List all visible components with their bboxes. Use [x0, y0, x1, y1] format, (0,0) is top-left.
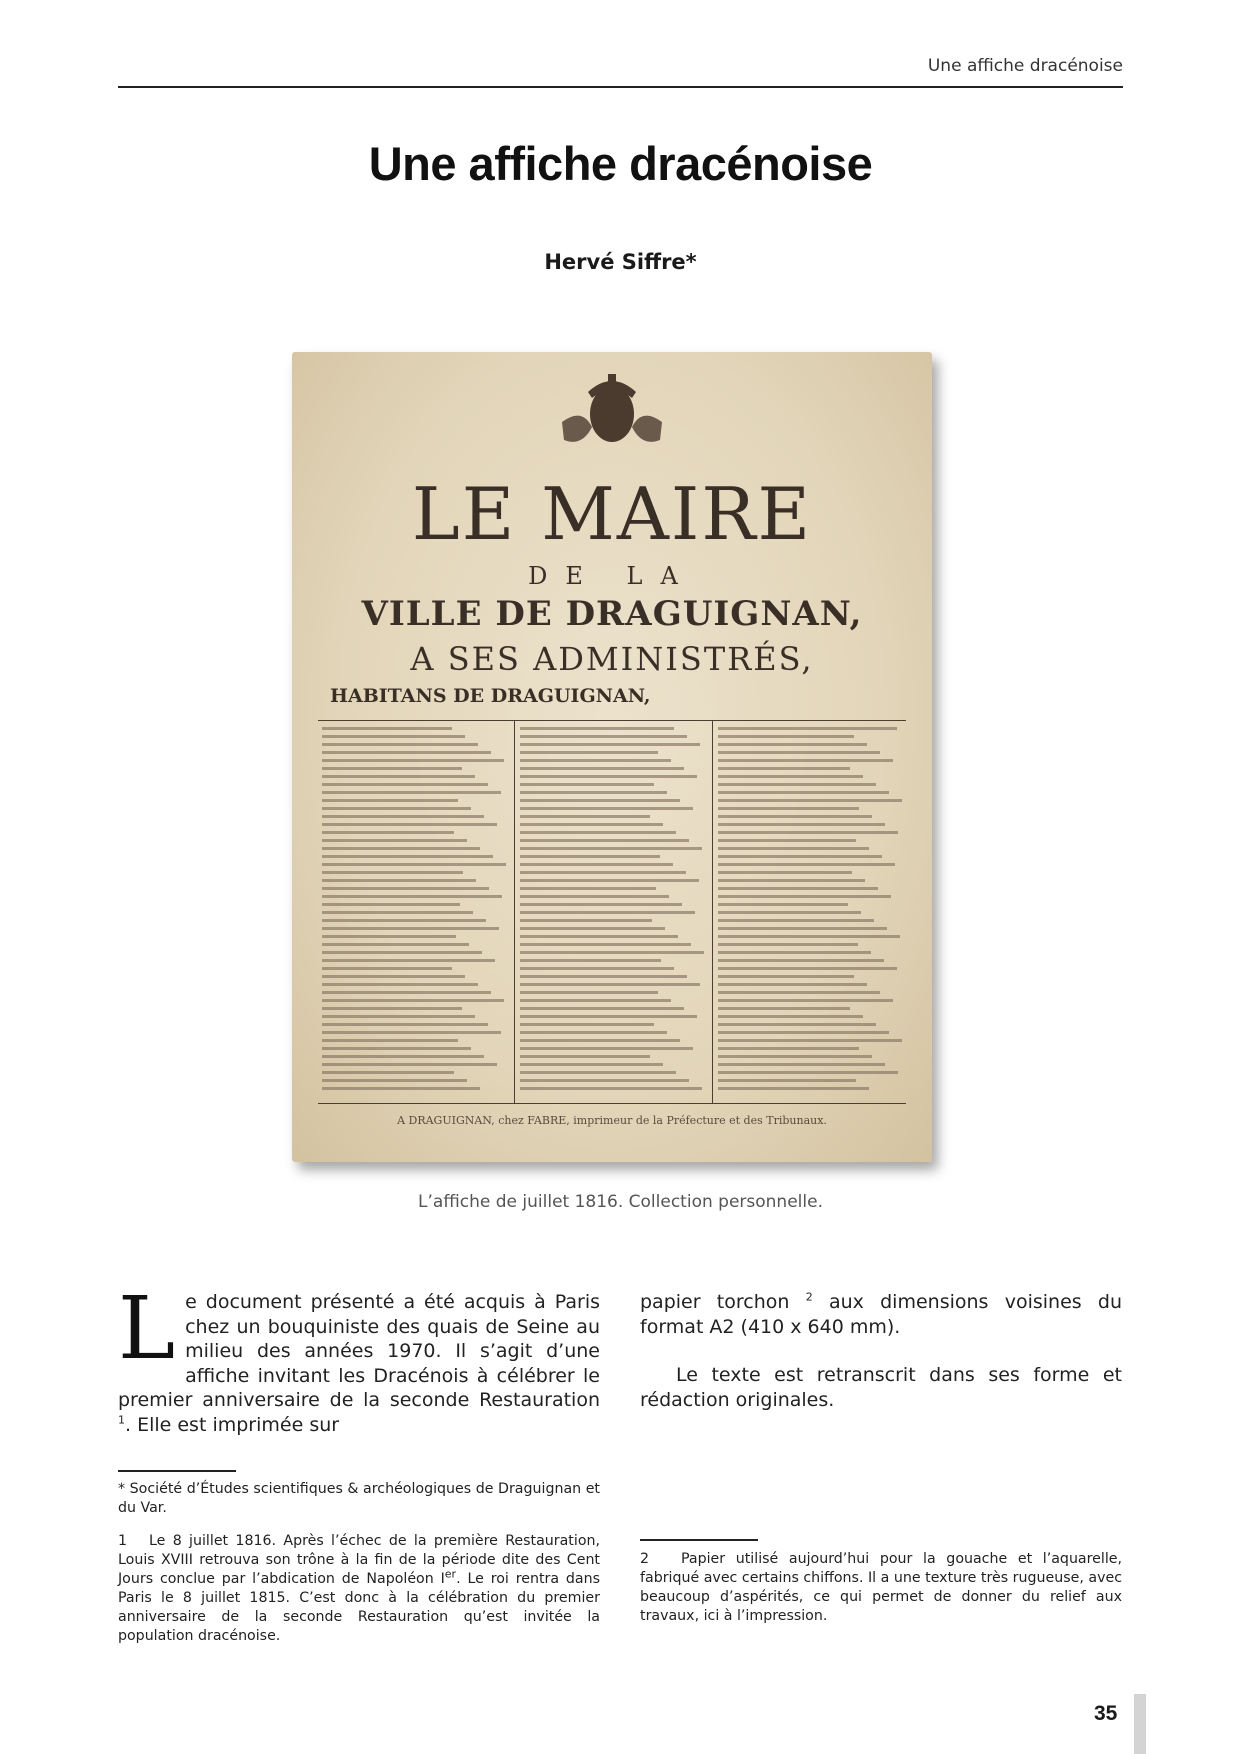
poster-text-line [520, 983, 700, 986]
poster-text-line [322, 807, 471, 810]
poster-text-line [718, 743, 867, 746]
poster-line: HABITANS DE DRAGUIGNAN, [330, 685, 651, 707]
footnote-rule [118, 1470, 236, 1472]
poster-line: VILLE DE DRAGUIGNAN, [361, 594, 863, 634]
poster-text-line [520, 919, 652, 922]
poster-text-line [520, 735, 687, 738]
poster-text-line [718, 911, 861, 914]
poster-text-line [520, 775, 697, 778]
poster-text-line [322, 759, 504, 762]
paragraph: Le texte est retranscrit dans ses forme et rédaction originales. [640, 1364, 1122, 1411]
poster-text-line [322, 855, 493, 858]
poster-text-line [718, 1087, 869, 1090]
poster-text-line [520, 743, 700, 746]
poster-text-line [718, 1071, 898, 1074]
poster-text-line [718, 775, 863, 778]
poster-text-line [322, 1031, 501, 1034]
poster-text-line [322, 799, 458, 802]
poster-figure [292, 352, 932, 1162]
poster-text-line [322, 879, 476, 882]
poster-text-line [718, 823, 885, 826]
poster-text-line [322, 895, 502, 898]
poster-text-line [322, 1015, 475, 1018]
poster-text-line [520, 1031, 667, 1034]
poster-text-line [322, 839, 467, 842]
poster-text-line [718, 879, 865, 882]
poster-text-line [520, 1087, 702, 1090]
poster-text-line [718, 767, 850, 770]
poster-text-line [520, 991, 658, 994]
running-head: Une affiche dracénoise [927, 56, 1123, 76]
poster-text-line [520, 871, 686, 874]
poster-text-line [322, 943, 469, 946]
poster-column [520, 727, 706, 1097]
poster-text-line [520, 895, 669, 898]
poster-text-line [718, 1063, 885, 1066]
article-author: Hervé Siffre* [544, 250, 697, 274]
poster-text-line [520, 1015, 697, 1018]
poster-text-line [322, 1071, 454, 1074]
poster-text-line [322, 999, 504, 1002]
poster-text-line [718, 943, 858, 946]
poster-text-line [322, 1047, 471, 1050]
footnote-text: Papier utilisé aujourd’hui pour la gouache et l’aquarelle, fabriqué avec certains chiffons. Il a une texture très rugueuse, avec beaucoup d’aspérités, ce qui permet de donner du relief aux travaux, ici à l’impression. [640, 1551, 1122, 1624]
poster-text-line [322, 919, 486, 922]
poster-text-line [520, 807, 693, 810]
poster-text-line [718, 1055, 872, 1058]
poster-text-line [718, 887, 878, 890]
poster-text-line [520, 1055, 650, 1058]
poster-text-line [322, 911, 473, 914]
footnote-1 [118, 1532, 600, 1646]
poster-text-line [520, 1071, 676, 1074]
poster-text-line [718, 791, 889, 794]
poster-text-line [520, 823, 663, 826]
poster-text-line [322, 1055, 484, 1058]
poster-text-line [322, 975, 465, 978]
poster-text-line [520, 783, 654, 786]
poster-text-line [718, 1023, 876, 1026]
poster-text-line [718, 783, 876, 786]
poster-text-line [520, 855, 660, 858]
poster-text-line [322, 871, 463, 874]
poster-text-line [322, 959, 495, 962]
poster-text-line [520, 951, 704, 954]
poster-text-line [520, 847, 702, 850]
poster-text-line [520, 1047, 693, 1050]
paragraph-text: papier torchon [640, 1291, 806, 1313]
poster-text-line [520, 815, 650, 818]
poster-line: A SES ADMINISTRÉS, [410, 640, 814, 678]
poster-text-line [322, 1087, 480, 1090]
drop-cap: L [118, 1279, 176, 1379]
poster-text-line [718, 799, 902, 802]
poster-text-line [322, 887, 489, 890]
poster-text-line [718, 1007, 850, 1010]
paragraph-text: e document présenté a été acquis à Paris chez un bouquiniste des quais de Seine au milieu des années 1970. Il s’agit d’une affiche invitant les Dracénois à célébrer le premier anniversaire de la seconde Restauration [118, 1291, 600, 1411]
body-column-right [640, 1290, 1122, 1412]
poster-text-line [718, 751, 880, 754]
poster-text-line [718, 847, 869, 850]
poster-text-line [718, 1015, 863, 1018]
poster-text-line [520, 1063, 663, 1066]
poster-text-line [718, 1079, 856, 1082]
poster-image [292, 352, 932, 1162]
page-edge-tab [1134, 1694, 1146, 1754]
poster-text-line [322, 927, 499, 930]
poster-text-line [520, 791, 667, 794]
footnote-ref[interactable]: 1 [118, 1413, 125, 1427]
poster-text-line [520, 1023, 654, 1026]
poster-text-line [718, 967, 897, 970]
poster-text-columns [318, 720, 906, 1104]
body-column-left [118, 1279, 600, 1437]
poster-text-line [718, 735, 854, 738]
poster-text-line [322, 791, 501, 794]
poster-text-line [718, 903, 848, 906]
poster-text-line [322, 863, 506, 866]
poster-text-line [322, 1063, 497, 1066]
poster-text-line [520, 1007, 684, 1010]
poster-text-line [322, 951, 482, 954]
figure-caption: L’affiche de juillet 1816. Collection personnelle. [418, 1192, 823, 1212]
poster-text-line [718, 1031, 889, 1034]
poster-text-line [520, 887, 656, 890]
poster-column-rule [514, 721, 515, 1103]
footnote-2 [640, 1550, 1122, 1626]
poster-text-line [322, 967, 452, 970]
paragraph-text: aux dimensions voisines du format A2 (410 x 640 mm). [640, 1291, 1123, 1338]
poster-text-line [718, 999, 893, 1002]
poster-text-line [718, 807, 859, 810]
poster-text-line [520, 975, 687, 978]
poster-text-line [520, 839, 689, 842]
paragraph [640, 1290, 1122, 1339]
poster-text-line [322, 1023, 488, 1026]
poster-imprint: A DRAGUIGNAN, chez FABRE, imprimeur de la Préfecture et des Tribunaux. [397, 1114, 827, 1127]
poster-text-line [520, 831, 676, 834]
poster-text-line [520, 751, 658, 754]
poster-column [322, 727, 508, 1097]
poster-text-line [718, 839, 856, 842]
footnote-text: Le 8 juillet 1816. Après l’échec de la première Restauration, Louis XVIII retrouva son trône à la fin de la période dite des Cent Jours conclue par l’abdication de Napoléon I [118, 1533, 600, 1587]
header-rule [118, 86, 1123, 88]
poster-text-line [520, 959, 661, 962]
poster-text-line [718, 951, 871, 954]
poster-text-line [520, 759, 671, 762]
poster-text-line [322, 1007, 462, 1010]
poster-text-line [718, 759, 893, 762]
poster-text-line [718, 927, 887, 930]
poster-text-line [322, 823, 497, 826]
poster-line: DE LA [528, 562, 696, 590]
poster-text-line [718, 983, 867, 986]
poster-text-line [322, 735, 465, 738]
footnote-ref[interactable]: 2 [805, 1290, 813, 1304]
poster-text-line [520, 879, 699, 882]
poster-text-line [520, 911, 695, 914]
poster-text-line [520, 863, 673, 866]
poster-text-line [718, 855, 882, 858]
poster-text-line [322, 727, 452, 730]
poster-text-line [520, 935, 678, 938]
poster-text-line [520, 727, 674, 730]
poster-text-line [520, 767, 684, 770]
poster-text-line [520, 1079, 689, 1082]
poster-text-line [520, 1039, 680, 1042]
paragraph-text: . Elle est imprimée sur [125, 1413, 340, 1436]
poster-text-line [322, 1079, 467, 1082]
poster-text-line [520, 999, 671, 1002]
poster-text-line [322, 831, 454, 834]
poster-text-line [520, 967, 674, 970]
poster-text-line [322, 847, 480, 850]
footnote-affiliation: * Société d’Études scientifiques & archéologiques de Draguignan et du Var. [118, 1481, 600, 1516]
poster-text-line [322, 1039, 458, 1042]
poster-text-line [520, 903, 682, 906]
poster-text-line [322, 903, 460, 906]
poster-text-line [322, 767, 462, 770]
footnote-number: 2 [640, 1551, 650, 1567]
poster-text-line [718, 935, 900, 938]
poster-text-line [520, 943, 691, 946]
footnote-text: . Le roi rentra dans Paris le 8 juillet 1815. C’est donc à la célébration du premier anniversaire de la seconde Restauration qu’est invitée la population dracénoise. [118, 1571, 600, 1644]
poster-text-line [718, 919, 874, 922]
poster-text-line [322, 815, 484, 818]
poster-text-line [718, 975, 854, 978]
poster-text-line [322, 751, 491, 754]
poster-text-line [322, 775, 475, 778]
poster-text-line [718, 991, 880, 994]
footnote-superscript: er [444, 1567, 457, 1581]
poster-text-line [718, 1039, 902, 1042]
poster-text-line [322, 783, 488, 786]
poster-heading: LE MAIRE [411, 472, 813, 556]
poster-text-line [520, 927, 665, 930]
article-title: Une affiche dracénoise [368, 137, 873, 190]
footnote-number: 1 [118, 1533, 128, 1549]
poster-text-line [718, 831, 898, 834]
poster-text-line [718, 959, 884, 962]
poster-text-line [718, 895, 891, 898]
poster-text-line [718, 727, 897, 730]
poster-text-line [520, 799, 680, 802]
poster-text-line [322, 935, 456, 938]
poster-text-line [718, 1047, 859, 1050]
page-number: 35 [1094, 1702, 1118, 1725]
poster-column [718, 727, 904, 1097]
poster-text-line [718, 871, 852, 874]
poster-text-line [322, 991, 491, 994]
poster-column-rule [712, 721, 713, 1103]
poster-text-line [718, 815, 872, 818]
poster-text-line [322, 743, 478, 746]
poster-text-line [718, 863, 895, 866]
poster-text-line [322, 983, 478, 986]
footnote-rule [640, 1539, 758, 1541]
